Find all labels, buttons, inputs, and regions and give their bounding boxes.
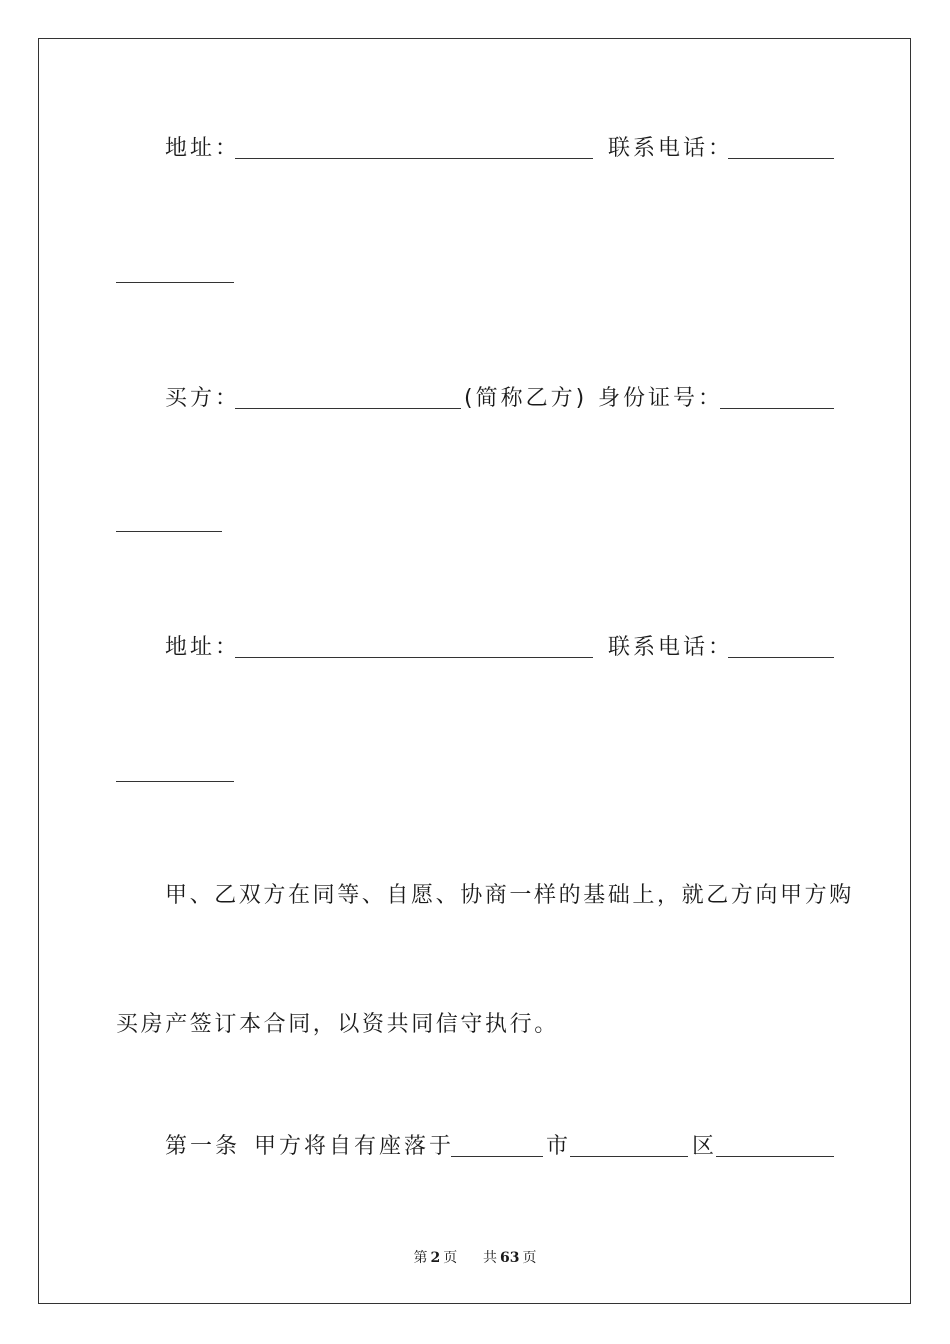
seller-address-blank[interactable] bbox=[235, 158, 593, 159]
total-suffix: 页 bbox=[522, 1250, 537, 1266]
buyer-abbrev: (简称乙方) bbox=[464, 386, 588, 411]
buyer-address-label: 地址： bbox=[165, 635, 241, 660]
intro-text-1: 甲、乙双方在同等、自愿、协商一样的基础上，就乙方向甲方购 bbox=[165, 883, 854, 908]
city-blank[interactable] bbox=[451, 1156, 543, 1157]
buyer-id-blank[interactable] bbox=[720, 408, 834, 409]
page-border bbox=[38, 38, 911, 1304]
city-label: 市 bbox=[546, 1134, 572, 1159]
seller-phone-label: 联系电话： bbox=[608, 136, 734, 161]
buyer-name-blank[interactable] bbox=[235, 408, 461, 409]
seller-address-label: 地址： bbox=[165, 136, 241, 161]
total-prefix: 共 bbox=[483, 1250, 498, 1266]
article-1-text: 甲方将自有座落于 bbox=[254, 1134, 455, 1159]
article-1-label: 第一条 bbox=[165, 1134, 241, 1159]
buyer-label: 买方： bbox=[165, 386, 241, 411]
buyer-phone-label: 联系电话： bbox=[608, 635, 734, 660]
seller-phone-blank[interactable] bbox=[728, 158, 834, 159]
buyer-phone-blank[interactable] bbox=[728, 657, 834, 658]
intro-text-2: 买房产签订本合同，以资共同信守执行。 bbox=[116, 1012, 559, 1037]
buyer-phone-blank-continued[interactable] bbox=[116, 781, 234, 782]
buyer-id-label: 身份证号： bbox=[598, 386, 724, 411]
page-suffix: 页 bbox=[443, 1250, 458, 1266]
buyer-id-blank-continued[interactable] bbox=[116, 531, 222, 532]
seller-phone-blank-continued[interactable] bbox=[116, 282, 234, 283]
page-number: 2 bbox=[430, 1250, 441, 1266]
district-name-blank[interactable] bbox=[570, 1156, 688, 1157]
buyer-address-blank[interactable] bbox=[235, 657, 593, 658]
page-prefix: 第 bbox=[413, 1250, 428, 1266]
total-pages: 63 bbox=[500, 1250, 520, 1266]
page-number-indicator bbox=[411, 1250, 459, 1266]
total-pages-indicator bbox=[481, 1250, 538, 1266]
page-footer bbox=[0, 1247, 950, 1267]
district-label: 区 bbox=[692, 1134, 718, 1159]
address-detail-blank[interactable] bbox=[716, 1156, 834, 1157]
